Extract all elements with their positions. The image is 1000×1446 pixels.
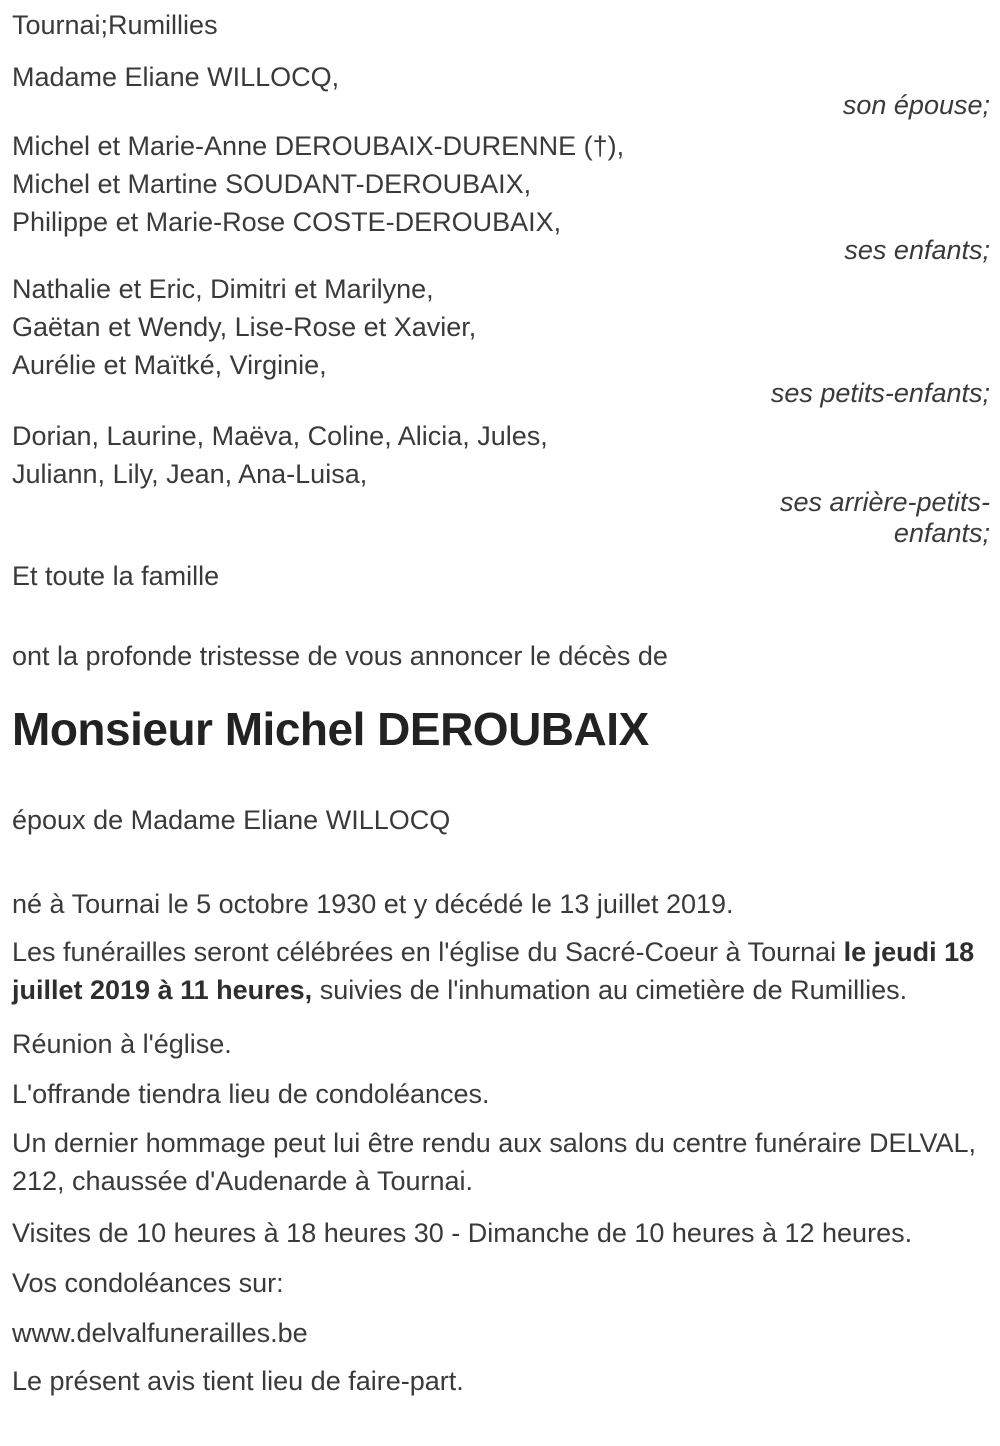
meeting-line: Réunion à l'église.: [12, 1029, 232, 1059]
children-names: [12, 127, 990, 241]
obituary-notice: [12, 6, 990, 1400]
notice-line: Le présent avis tient lieu de faire-part.: [12, 1366, 464, 1396]
funeral-details: [12, 933, 990, 1009]
funeral-text: Les funérailles seront célébrées en l'église du Sacré-Coeur à Tournai: [12, 937, 844, 967]
grandchild-name: Gaëtan et Wendy, Lise-Rose et Xavier,: [12, 312, 477, 342]
birth-death-line: né à Tournai le 5 octobre 1930 et y décédé le 13 juillet 2019.: [12, 889, 734, 919]
funeral-datetime: le jeudi 18 juillet 2019 à 11 heures,: [12, 937, 975, 1005]
child-name: Philippe et Marie-Rose COSTE-DEROUBAIX,: [12, 207, 562, 237]
funeral-text-continued: suivies de l'inhumation au cimetière de Rumillies.: [312, 975, 908, 1005]
offering-line: L'offrande tiendra lieu de condoléances.: [12, 1079, 490, 1109]
great-grandchild-name: Dorian, Laurine, Maëva, Coline, Alicia, Jules,: [12, 421, 548, 451]
spouse-of-line: époux de Madame Eliane WILLOCQ: [12, 805, 451, 835]
tribute-line: Un dernier hommage peut lui être rendu aux salons du centre funéraire DELVAL, 212, chaussée d'Audenarde à Tournai.: [12, 1128, 977, 1196]
visits-line: Visites de 10 heures à 18 heures 30 - Dimanche de 10 heures à 12 heures.: [12, 1218, 913, 1248]
family-line: Et toute la famille: [12, 561, 220, 591]
spouse-name: Madame Eliane WILLOCQ,: [12, 62, 340, 92]
grandchild-name: Aurélie et Maïtké, Virginie,: [12, 350, 327, 380]
announcement-line: ont la profonde tristesse de vous annoncer le décès de: [12, 641, 668, 671]
cities-line: Tournai;Rumillies: [12, 10, 218, 40]
children-relation-label: ses enfants;: [844, 235, 990, 265]
website-url: www.delvalfunerailles.be: [12, 1318, 308, 1348]
spouse-relation-label: son épouse;: [842, 90, 990, 120]
great-grandchildren-names: [12, 417, 990, 493]
child-name: Michel et Martine SOUDANT-DEROUBAIX,: [12, 169, 532, 199]
grandchildren-names: [12, 270, 990, 384]
condolences-line: Vos condoléances sur:: [12, 1268, 284, 1298]
great-grandchild-name: Juliann, Lily, Jean, Ana-Luisa,: [12, 459, 368, 489]
child-name: Michel et Marie-Anne DEROUBAIX-DURENNE (†),: [12, 131, 625, 161]
great-grandchildren-relation-label: ses arrière-petits-enfants;: [779, 487, 990, 548]
grandchildren-relation-label: ses petits-enfants;: [770, 378, 990, 408]
deceased-name-title: Monsieur Michel DEROUBAIX: [12, 703, 649, 755]
grandchild-name: Nathalie et Eric, Dimitri et Marilyne,: [12, 274, 434, 304]
